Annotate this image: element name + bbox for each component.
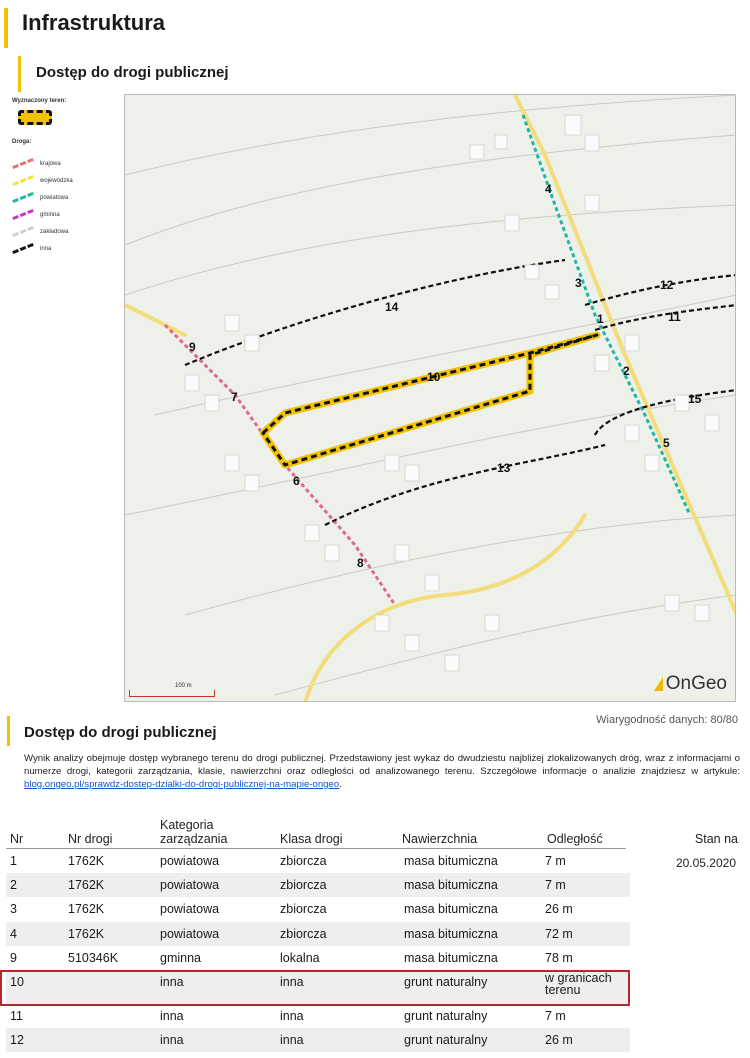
- map-view[interactable]: [124, 94, 736, 702]
- cell-road-class: inna: [280, 1033, 304, 1048]
- cell-nr: 12: [10, 1033, 24, 1048]
- cell-category: inna: [160, 1008, 184, 1023]
- section-accent-bar: [18, 56, 21, 92]
- reliability-score: Wiarygodność danych: 80/80: [596, 714, 738, 726]
- summary-description: [24, 752, 740, 791]
- legend-road-label: inna: [40, 245, 52, 252]
- header-nr: Nr: [10, 832, 24, 846]
- cell-distance: 7 m: [545, 854, 566, 868]
- legend-road-label: powiatowa: [40, 194, 69, 201]
- legend-road-swatch: [12, 158, 34, 169]
- cell-category: gminna: [160, 950, 201, 965]
- cell-distance: 26 m: [545, 1033, 573, 1048]
- legend-road-label: krajowa: [40, 160, 61, 167]
- table-row: [6, 897, 630, 921]
- cell-road-nr: 1762K: [68, 926, 105, 941]
- cell-distance: 72 m: [545, 926, 573, 941]
- road-number-label: 2: [623, 364, 630, 378]
- cell-road-nr: 1762K: [68, 878, 105, 893]
- cell-road-class: zbiorcza: [280, 878, 327, 893]
- legend-terrain-swatch: [18, 110, 52, 125]
- as-of-date: 20.05.2020: [675, 856, 736, 870]
- table-header: [6, 812, 626, 849]
- cell-category: powiatowa: [160, 878, 220, 893]
- map-scale-label: 100 m: [175, 683, 192, 689]
- cell-road-class: zbiorcza: [280, 926, 327, 941]
- legend-road-item: [12, 223, 122, 240]
- road-number-label: 5: [663, 436, 670, 450]
- legend-road-swatch: [12, 175, 34, 186]
- map-canvas: [125, 95, 736, 702]
- summary-title: Dostęp do drogi publicznej: [24, 724, 217, 741]
- ongeo-logo-icon: [654, 677, 663, 691]
- table-row: [6, 970, 630, 1004]
- header-road-class: Klasa drogi: [280, 832, 343, 846]
- legend-road-item: [12, 155, 122, 172]
- header-category: Kategoria zarządzania: [160, 818, 228, 846]
- table-row: [6, 946, 630, 970]
- legend-road-swatch: [12, 192, 34, 203]
- cell-surface: masa bitumiczna: [404, 878, 498, 893]
- table-row: [6, 1004, 630, 1028]
- header-road-nr: Nr drogi: [68, 832, 113, 846]
- legend-road-item: [12, 240, 122, 257]
- table-row: [6, 922, 630, 946]
- cell-surface: masa bitumiczna: [404, 854, 498, 868]
- page-title: Infrastruktura: [22, 10, 166, 35]
- road-number-label: 6: [293, 474, 300, 488]
- legend-road-label: zakładowa: [40, 228, 69, 235]
- road-number-label: 12: [660, 278, 674, 292]
- road-number-label: 8: [357, 556, 364, 570]
- cell-distance: 78 m: [545, 950, 573, 965]
- road-number-label: 7: [231, 390, 238, 404]
- cell-road-nr: 1762K: [68, 902, 105, 917]
- road-number-label: 1: [597, 312, 604, 326]
- legend-road-label: gminna: [40, 211, 60, 218]
- cell-distance: 26 m: [545, 902, 573, 917]
- legend-road-item: [12, 172, 122, 189]
- legend-road-swatch: [12, 226, 34, 237]
- road-number-label: 13: [497, 461, 511, 475]
- cell-distance: 7 m: [545, 878, 566, 893]
- cell-nr: 4: [10, 926, 17, 941]
- table-row: [6, 849, 630, 873]
- cell-road-nr: 510346K: [68, 950, 119, 965]
- ongeo-logo: [654, 673, 727, 695]
- cell-road-class: zbiorcza: [280, 854, 327, 868]
- ongeo-logo-text: OnGeo: [665, 673, 727, 694]
- cell-surface: masa bitumiczna: [404, 902, 498, 917]
- header-accent-bar: [4, 8, 8, 48]
- cell-category: powiatowa: [160, 902, 220, 917]
- cell-surface: masa bitumiczna: [404, 926, 498, 941]
- map-legend: [12, 98, 122, 257]
- road-number-label: 10: [427, 370, 441, 384]
- summary-accent-bar: [7, 716, 10, 746]
- legend-road-item: [12, 189, 122, 206]
- cell-category: inna: [160, 1033, 184, 1048]
- cell-nr: 11: [10, 1008, 23, 1023]
- header-distance: Odległość: [547, 832, 603, 846]
- cell-category: powiatowa: [160, 854, 220, 868]
- cell-nr: 1: [10, 854, 17, 868]
- description-period: .: [339, 779, 342, 790]
- legend-road-swatch: [12, 243, 34, 254]
- road-number-label: 15: [688, 392, 702, 406]
- road-number-label: 4: [545, 182, 552, 196]
- map-scale-bar: [129, 690, 215, 697]
- road-number-label: 14: [385, 300, 399, 314]
- road-number-label: 9: [189, 340, 196, 354]
- cell-surface: grunt naturalny: [404, 1008, 488, 1023]
- cell-surface: grunt naturalny: [404, 1033, 488, 1048]
- cell-category: inna: [160, 974, 184, 989]
- table-body: [6, 849, 630, 1052]
- cell-road-class: zbiorcza: [280, 902, 327, 917]
- cell-road-class: lokalna: [280, 950, 320, 965]
- roads-table: [6, 812, 744, 1048]
- road-number-label: 11: [668, 310, 681, 324]
- cell-road-class: inna: [280, 974, 304, 989]
- road-number-label: 3: [575, 276, 582, 290]
- legend-road-list: [12, 155, 122, 257]
- cell-distance: 7 m: [545, 1008, 566, 1023]
- cell-category: powiatowa: [160, 926, 220, 941]
- cell-nr: 9: [10, 950, 17, 965]
- cell-nr: 10: [10, 974, 24, 989]
- legend-road-item: [12, 206, 122, 223]
- cell-distance: w granicach terenu: [545, 970, 612, 997]
- cell-nr: 3: [10, 902, 17, 917]
- table-row: [6, 1028, 630, 1052]
- header-surface: Nawierzchnia: [402, 832, 478, 846]
- header-as-of: Stan na: [694, 832, 738, 846]
- legend-road-label: Droga:: [12, 139, 32, 145]
- legend-road-label: wojewódzka: [40, 177, 73, 184]
- cell-surface: grunt naturalny: [404, 974, 488, 989]
- section-title: Dostęp do drogi publicznej: [36, 64, 229, 81]
- legend-road-swatch: [12, 209, 34, 220]
- cell-nr: 2: [10, 878, 17, 893]
- cell-surface: masa bitumiczna: [404, 950, 498, 965]
- cell-road-class: inna: [280, 1008, 304, 1023]
- legend-terrain-label: Wyznaczony teren:: [12, 98, 67, 104]
- description-text: Wynik analizy obejmuje dostęp wybranego terenu do drogi publicznej. Przedstawiony jest wykaz do dwudziestu najbliżej zlokalizowanych dróg, wraz z informacjami o numerze drogi, kategorii zarządzania, klasie, nawierzchni oraz odległości od analizowanego terenu. Szczegółowe informacje o analizie znajdziesz w artykule:: [24, 753, 740, 777]
- cell-road-nr: 1762K: [68, 854, 105, 868]
- article-link[interactable]: blog.ongeo.pl/sprawdz-dostep-dzialki-do-drogi-publicznej-na-mapie-ongeo: [24, 779, 340, 790]
- table-row: [6, 873, 630, 897]
